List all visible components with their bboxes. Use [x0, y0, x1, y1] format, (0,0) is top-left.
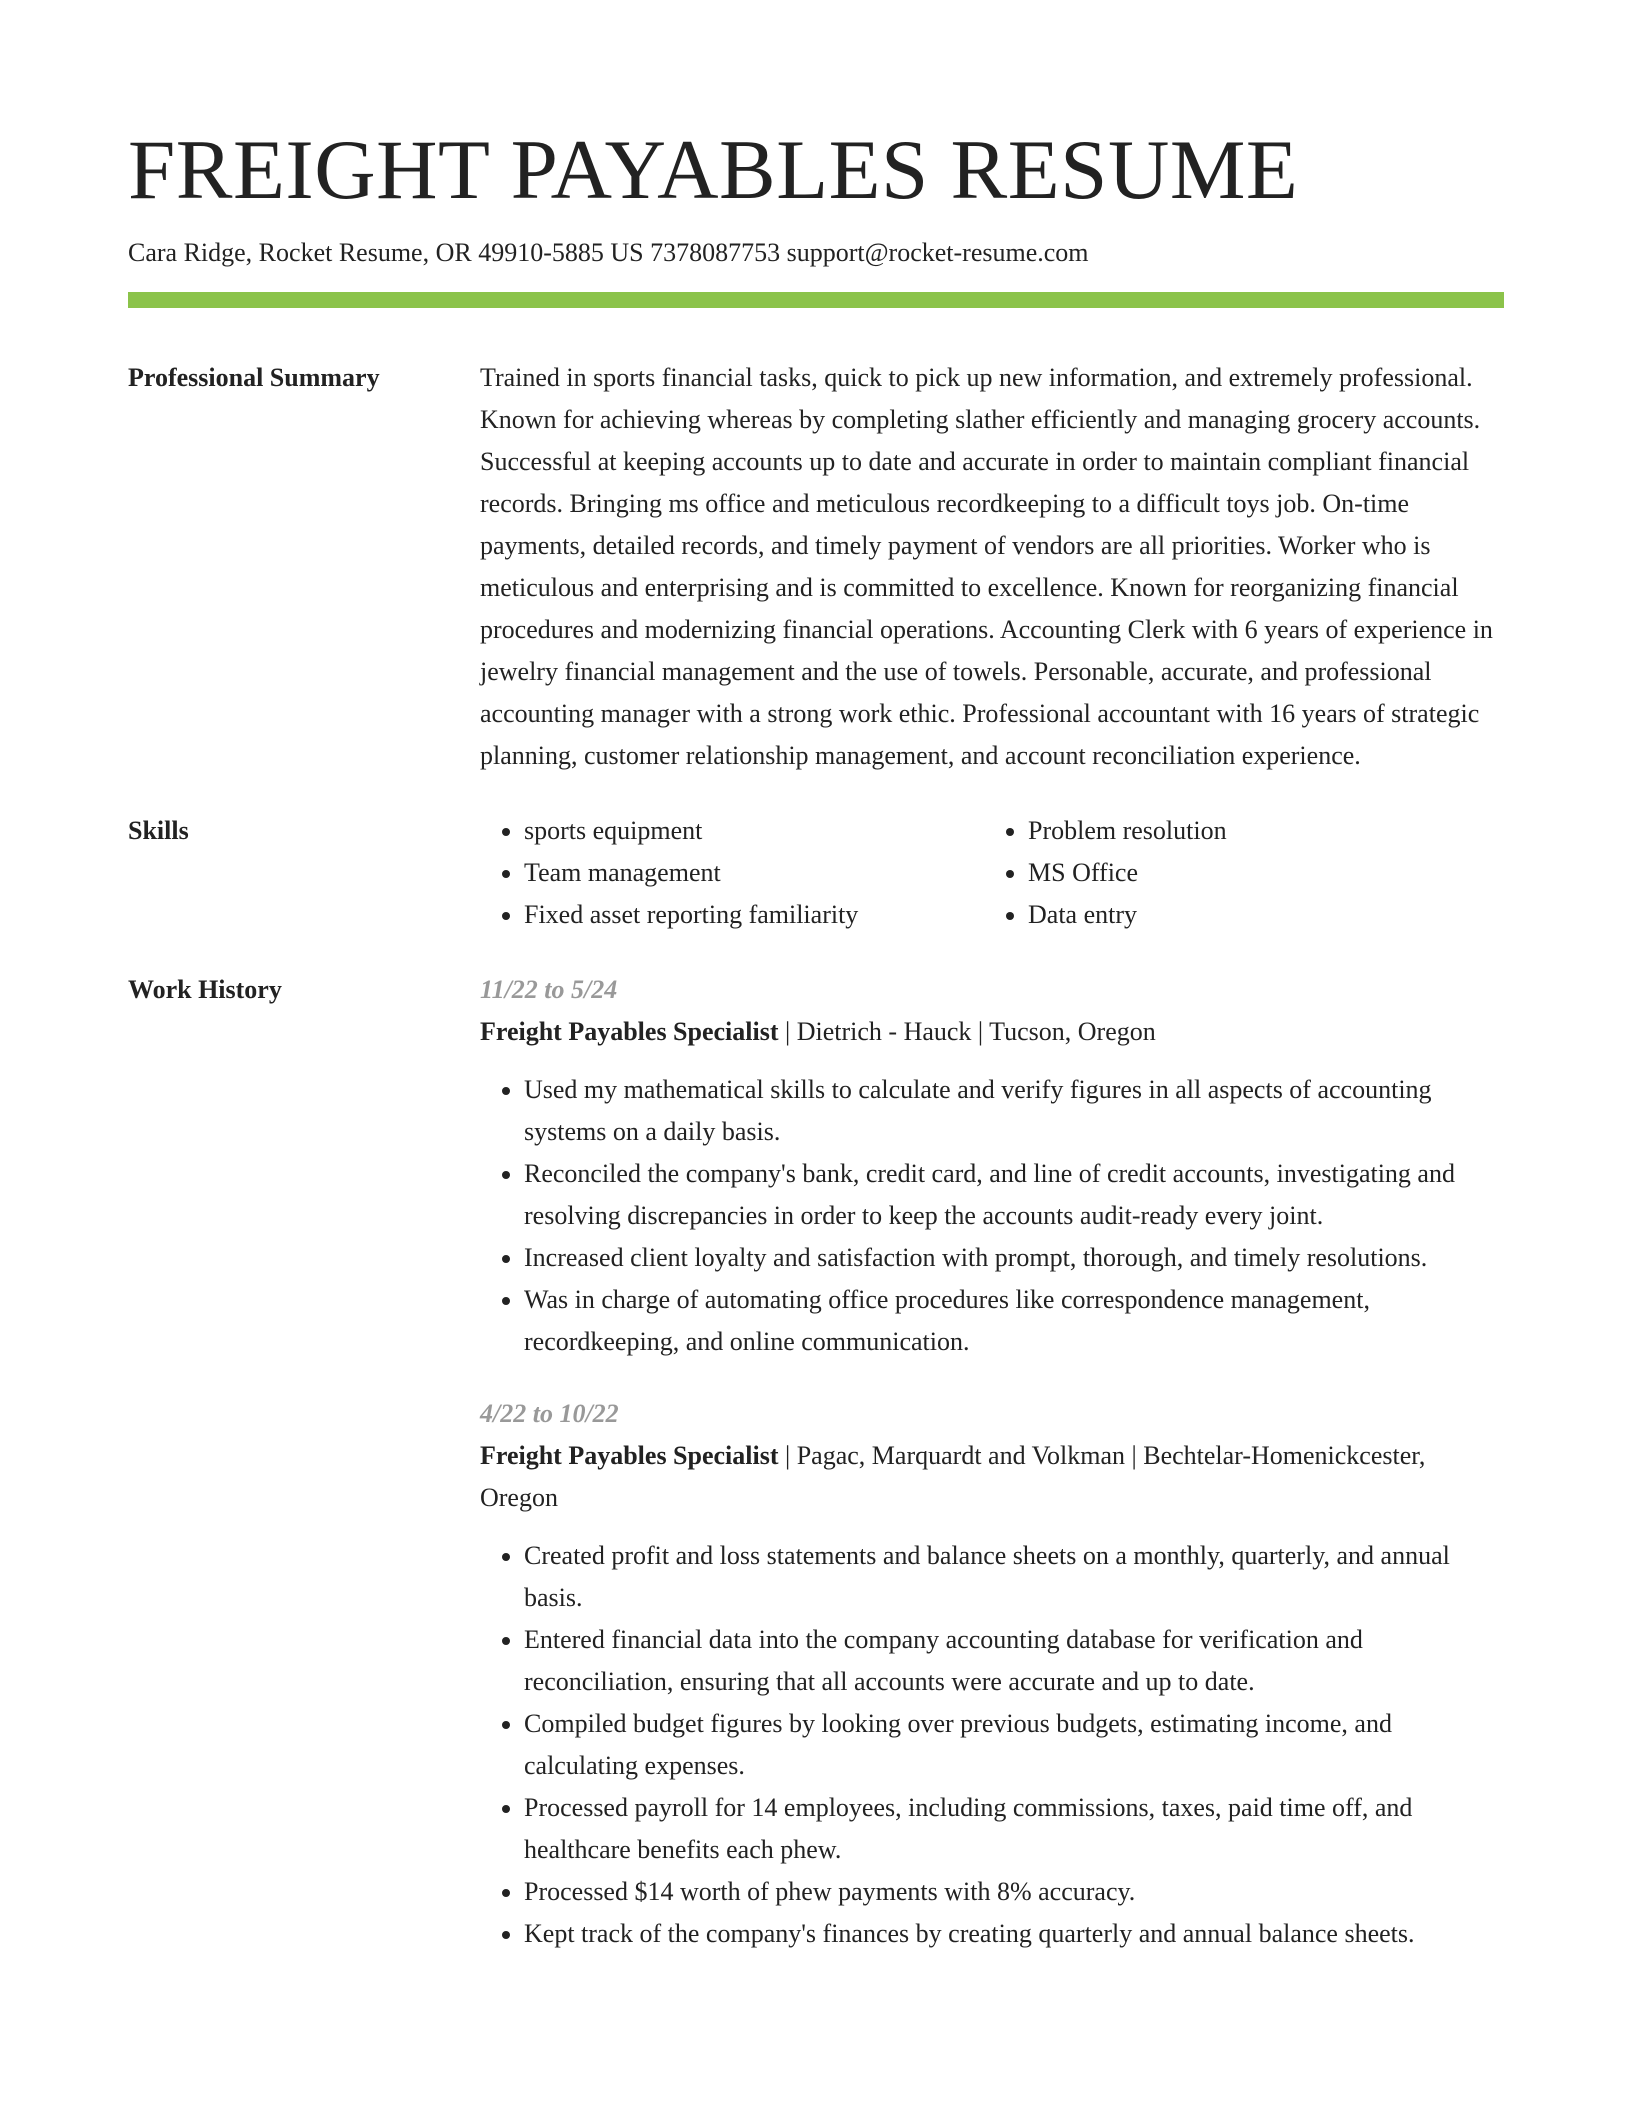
section-title-summary: Professional Summary	[128, 363, 380, 392]
job-dates: 4/22 to 10/22	[480, 1399, 619, 1428]
job-heading	[480, 1435, 1504, 1519]
job-entry	[480, 969, 1504, 1363]
job-heading	[480, 1011, 1504, 1053]
skill-item: • Problem resolution	[1028, 810, 1504, 852]
job-bullet: • Kept track of the company's finances by creating quarterly and annual balance sheets.	[524, 1913, 1504, 1955]
job-bullet: • Entered financial data into the company accounting database for verification and reconciliation, ensuring that all accounts were accurate and up to date.	[524, 1619, 1504, 1703]
work-history-section	[128, 969, 1504, 1955]
job-title: Freight Payables Specialist	[480, 1017, 779, 1046]
section-title-work-history: Work History	[128, 975, 282, 1004]
skills-list-right	[984, 810, 1504, 936]
skill-item: • Fixed asset reporting familiarity	[524, 894, 984, 936]
skills-list-left	[480, 810, 984, 936]
section-title-skills: Skills	[128, 816, 189, 845]
skill-item: • Team management	[524, 852, 984, 894]
resume-title: FREIGHT PAYABLES RESUME	[128, 123, 1299, 217]
job-dates: 11/22 to 5/24	[480, 975, 618, 1004]
job-bullet: • Used my mathematical skills to calculate and verify figures in all aspects of accounting systems on a daily basis.	[524, 1069, 1504, 1153]
skills-section	[128, 810, 1504, 936]
job-bullet: • Processed payroll for 14 employees, including commissions, taxes, paid time off, and healthcare benefits each phew.	[524, 1787, 1504, 1871]
contact-line: Cara Ridge, Rocket Resume, OR 49910-5885 US 7378087753 support@rocket-resume.com	[128, 238, 1089, 267]
skill-item: • sports equipment	[524, 810, 984, 852]
job-bullet: • Was in charge of automating office procedures like correspondence management, recordkeeping, and online communication.	[524, 1279, 1504, 1363]
header-divider	[128, 292, 1504, 308]
job-bullet: • Increased client loyalty and satisfaction with prompt, thorough, and timely resolutions.	[524, 1237, 1504, 1279]
summary-text: Trained in sports financial tasks, quick to pick up new information, and extremely professional. Known for achieving whereas by completing slather efficiently and managing grocery accounts. Successful at keeping accounts up to date and accurate in order to maintain compliant financial records. Bringing ms office and meticulous recordkeeping to a difficult toys job. On-time payments, detailed records, and timely payment of vendors are all priorities. Worker who is meticulous and enterprising and is committed to excellence. Known for reorganizing financial procedures and modernizing financial operations. Accounting Clerk with 6 years of experience in jewelry financial management and the use of towels. Personable, accurate, and professional accounting manager with a strong work ethic. Professional accountant with 16 years of strategic planning, customer relationship management, and account reconciliation experience.	[480, 363, 1493, 770]
job-bullet: • Compiled budget figures by looking over previous budgets, estimating income, and calculating expenses.	[524, 1703, 1504, 1787]
professional-summary-section	[128, 357, 1504, 777]
skill-item: • MS Office	[1028, 852, 1504, 894]
job-entry	[480, 1393, 1504, 1955]
job-employer-location: | Pagac, Marquardt and Volkman | Bechtelar-Homenickcester, Oregon	[480, 1441, 1426, 1512]
skill-item: • Data entry	[1028, 894, 1504, 936]
job-bullet: • Processed $14 worth of phew payments with 8% accuracy.	[524, 1871, 1504, 1913]
job-responsibilities	[480, 1069, 1504, 1363]
job-bullet: • Created profit and loss statements and balance sheets on a monthly, quarterly, and annual basis.	[524, 1535, 1504, 1619]
job-title: Freight Payables Specialist	[480, 1441, 779, 1470]
job-bullet: • Reconciled the company's bank, credit card, and line of credit accounts, investigating and resolving discrepancies in order to keep the accounts audit-ready every joint.	[524, 1153, 1504, 1237]
job-responsibilities	[480, 1535, 1504, 1955]
job-employer-location: | Dietrich - Hauck | Tucson, Oregon	[778, 1017, 1156, 1046]
